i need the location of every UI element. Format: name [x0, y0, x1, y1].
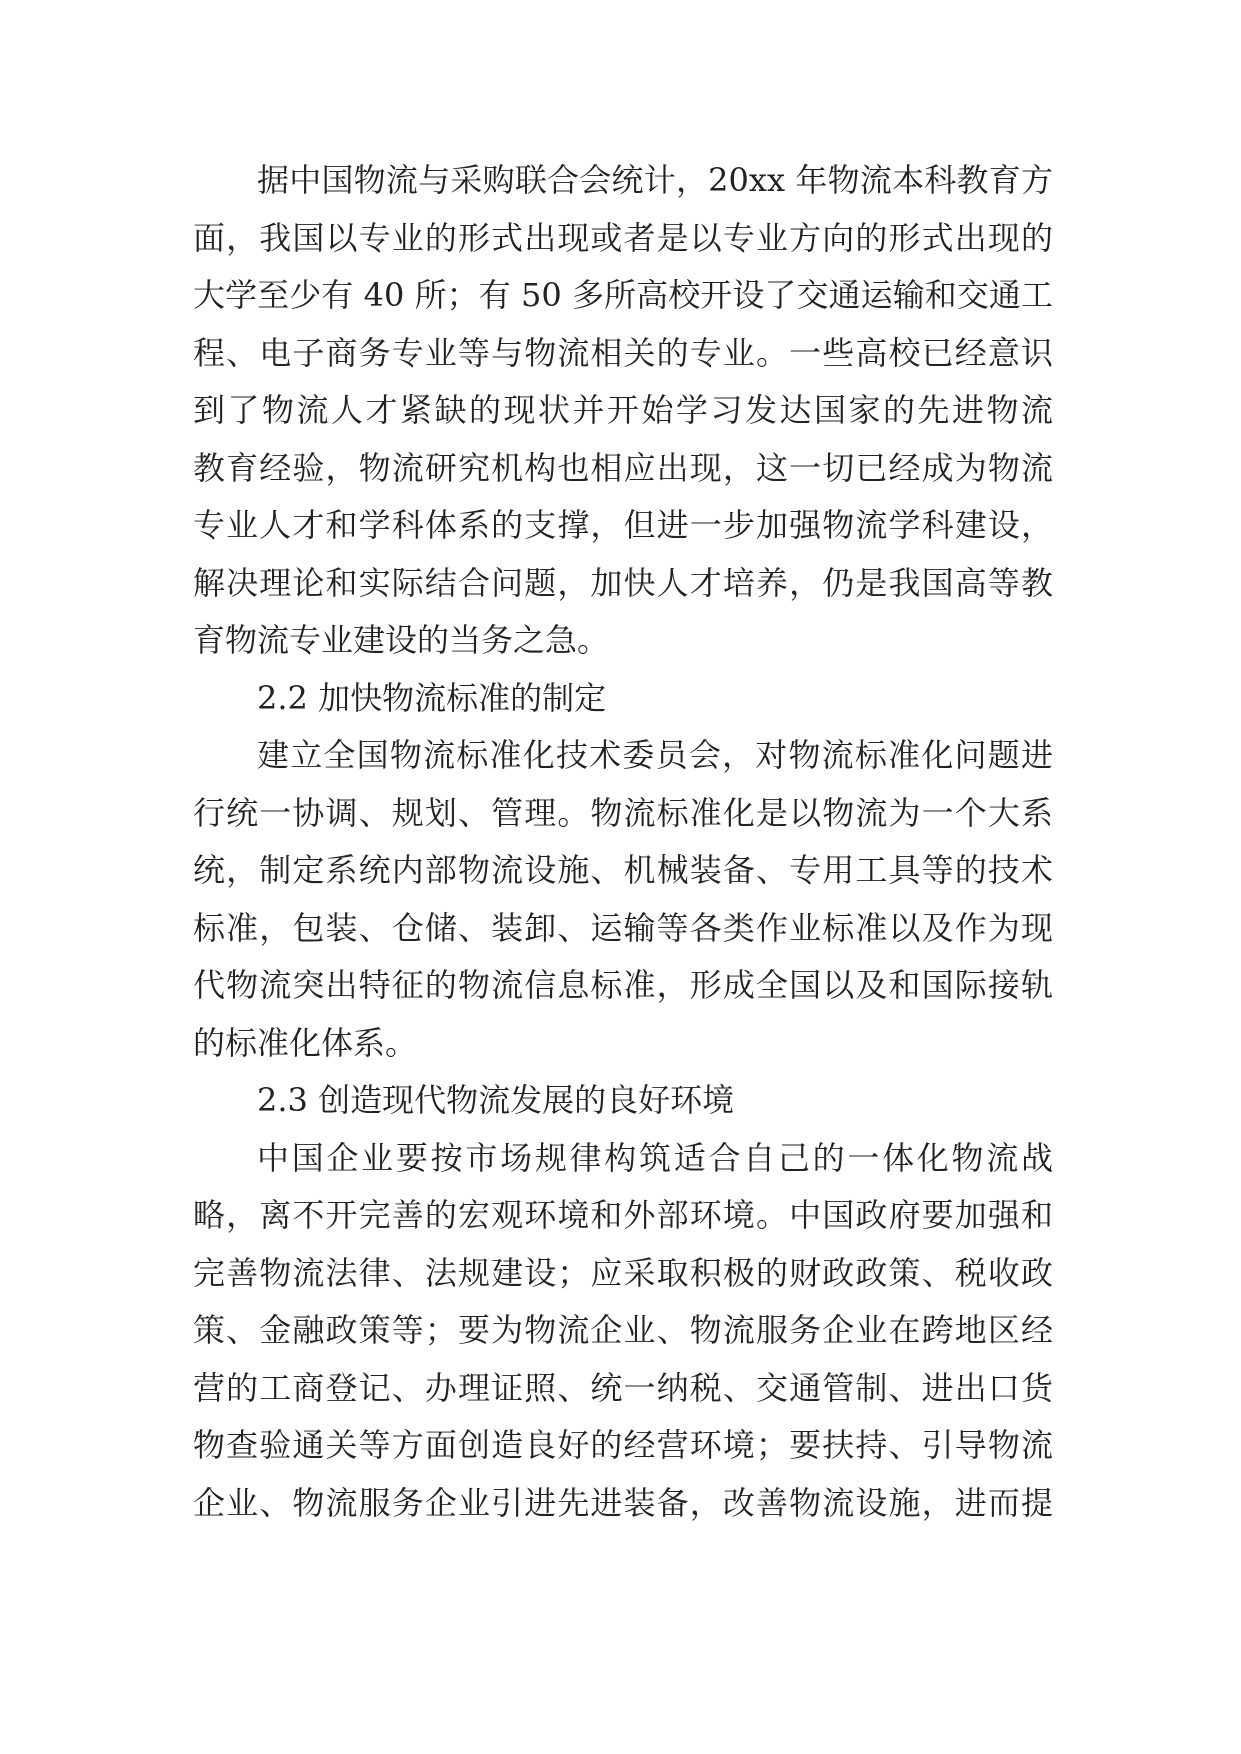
paragraph-2-line-6: 的标准化体系。: [193, 1024, 418, 1062]
paragraph-2-line-1: 建立全国物流标准化技术委员会，对物流标准化问题进: [257, 736, 1053, 774]
paragraph-1-line-4: 程、电子商务专业等与物流相关的专业。一些高校已经意识: [193, 334, 1053, 372]
paragraph-1-line-7: 专业人才和学科体系的支撑，但进一步加强物流学科建设，: [193, 506, 1053, 544]
paragraph-1-line-3: 大学至少有 40 所；有 50 多所高校开设了交通运输和交通工: [193, 276, 1053, 314]
section-heading-2-2: 2.2 加快物流标准的制定: [257, 679, 607, 717]
paragraph-3-line-6: 物查验通关等方面创造良好的经营环境；要扶持、引导物流: [193, 1426, 1053, 1464]
paragraph-3-line-7: 企业、物流服务企业引进先进装备，改善物流设施，进而提: [193, 1484, 1053, 1522]
paragraph-3-line-3: 完善物流法律、法规建设；应采取积极的财政政策、税收政: [193, 1254, 1053, 1292]
paragraph-3-line-4: 策、金融政策等；要为物流企业、物流服务企业在跨地区经: [193, 1311, 1053, 1349]
paragraph-3-line-5: 营的工商登记、办理证照、统一纳税、交通管制、进出口货: [193, 1369, 1053, 1407]
paragraph-2-line-4: 标准，包装、仓储、装卸、运输等各类作业标准以及作为现: [193, 909, 1053, 947]
paragraph-3-line-2: 略，离不开完善的宏观环境和外部环境。中国政府要加强和: [193, 1196, 1053, 1234]
paragraph-2-line-2: 行统一协调、规划、管理。物流标准化是以物流为一个大系: [193, 794, 1053, 832]
paragraph-2-line-5: 代物流突出特征的物流信息标准，形成全国以及和国际接轨: [193, 966, 1053, 1004]
paragraph-1-line-9: 育物流专业建设的当务之急。: [193, 621, 610, 659]
paragraph-1-line-8: 解决理论和实际结合问题，加快人才培养，仍是我国高等教: [193, 564, 1053, 602]
section-heading-2-3: 2.3 创造现代物流发展的良好环境: [257, 1081, 735, 1119]
paragraph-1-line-1: 据中国物流与采购联合会统计，20xx 年物流本科教育方: [257, 161, 1053, 199]
paragraph-1-line-2: 面，我国以专业的形式出现或者是以专业方向的形式出现的: [193, 219, 1053, 257]
paragraph-1-line-5: 到了物流人才紧缺的现状并开始学习发达国家的先进物流: [193, 391, 1053, 429]
paragraph-2-line-3: 统，制定系统内部物流设施、机械装备、专用工具等的技术: [193, 851, 1053, 889]
paragraph-3-line-1: 中国企业要按市场规律构筑适合自己的一体化物流战: [257, 1139, 1053, 1177]
paragraph-1-line-6: 教育经验，物流研究机构也相应出现，这一切已经成为物流: [193, 449, 1053, 487]
